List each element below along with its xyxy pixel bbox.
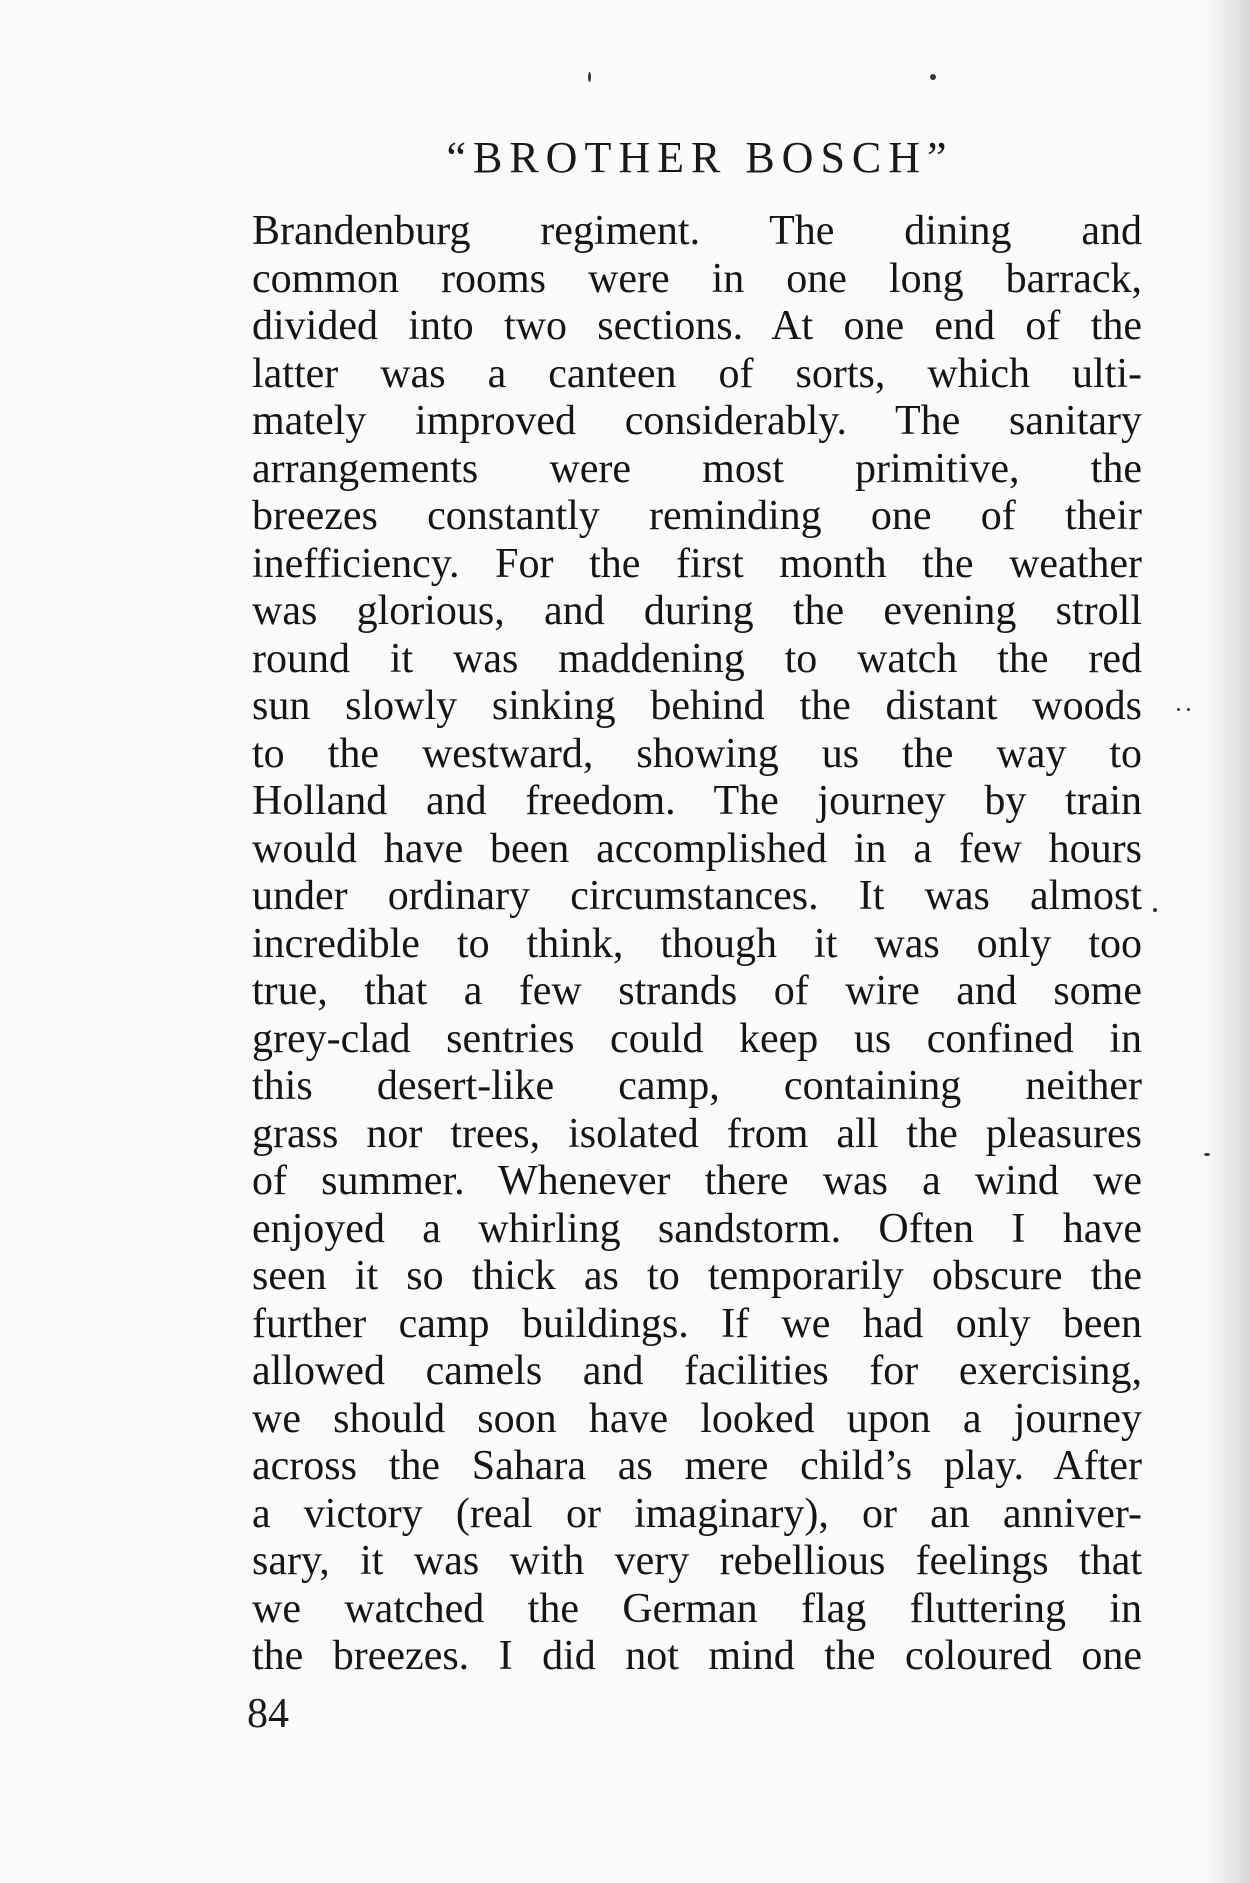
text-line: common rooms were in one long barrack, (252, 255, 1142, 302)
text-line: round it was maddening to watch the red (252, 635, 1142, 682)
text-line: breezes constantly reminding one of their (252, 493, 1142, 539)
text-line: to the westward, showing us the way to (252, 730, 1142, 777)
text-line: would have been accomplished in a few hours (252, 825, 1142, 872)
scan-speck (1153, 908, 1157, 912)
text-line: under ordinary circumstances. It was almost (252, 873, 1142, 919)
text-line: was glorious, and during the evening stroll (252, 588, 1142, 634)
scan-speck (1187, 708, 1190, 711)
text-line: mately improved considerably. The sanitary (252, 398, 1142, 444)
text-line: the breezes. I did not mind the coloured one (252, 1633, 1142, 1679)
text-line: inefficiency. For the first month the weather (252, 540, 1142, 587)
body-text (252, 208, 1142, 1681)
text-line: a victory (real or imaginary), or an anniver- (252, 1490, 1142, 1537)
text-line: we should soon have looked upon a journey (252, 1395, 1142, 1442)
text-line: this desert-like camp, containing neither (252, 1063, 1142, 1109)
text-line: divided into two sections. At one end of the (252, 303, 1142, 349)
page-number: 84 (247, 1691, 289, 1737)
text-line: Holland and freedom. The journey by train (252, 778, 1142, 824)
text-line: sary, it was with very rebellious feelings that (252, 1538, 1142, 1584)
running-head: “BROTHER BOSCH” (446, 133, 954, 182)
text-line: further camp buildings. If we had only been (252, 1300, 1142, 1347)
text-line: of summer. Whenever there was a wind we (252, 1158, 1142, 1204)
scan-speck (930, 74, 936, 80)
text-line: grass nor trees, isolated from all the pleasures (252, 1110, 1142, 1157)
scan-speck (1177, 708, 1180, 711)
text-line: Brandenburg regiment. The dining and (252, 208, 1142, 254)
text-line: arrangements were most primitive, the (252, 445, 1142, 492)
text-line: across the Sahara as mere child’s play. After (252, 1443, 1142, 1489)
text-line: incredible to think, though it was only too (252, 920, 1142, 967)
scan-speck (588, 72, 591, 82)
scan-speck (1204, 1153, 1210, 1156)
text-line: we watched the German flag fluttering in (252, 1585, 1142, 1632)
text-line: true, that a few strands of wire and some (252, 968, 1142, 1014)
text-line: latter was a canteen of sorts, which ulti- (252, 350, 1142, 397)
text-line: grey-clad sentries could keep us confined in (252, 1015, 1142, 1062)
text-line: enjoyed a whirling sandstorm. Often I have (252, 1205, 1142, 1252)
text-line: allowed camels and facilities for exercising, (252, 1348, 1142, 1394)
text-line: sun slowly sinking behind the distant woods (252, 683, 1142, 729)
page-edge-shadow (1205, 0, 1250, 1883)
text-line: seen it so thick as to temporarily obscure the (252, 1253, 1142, 1299)
